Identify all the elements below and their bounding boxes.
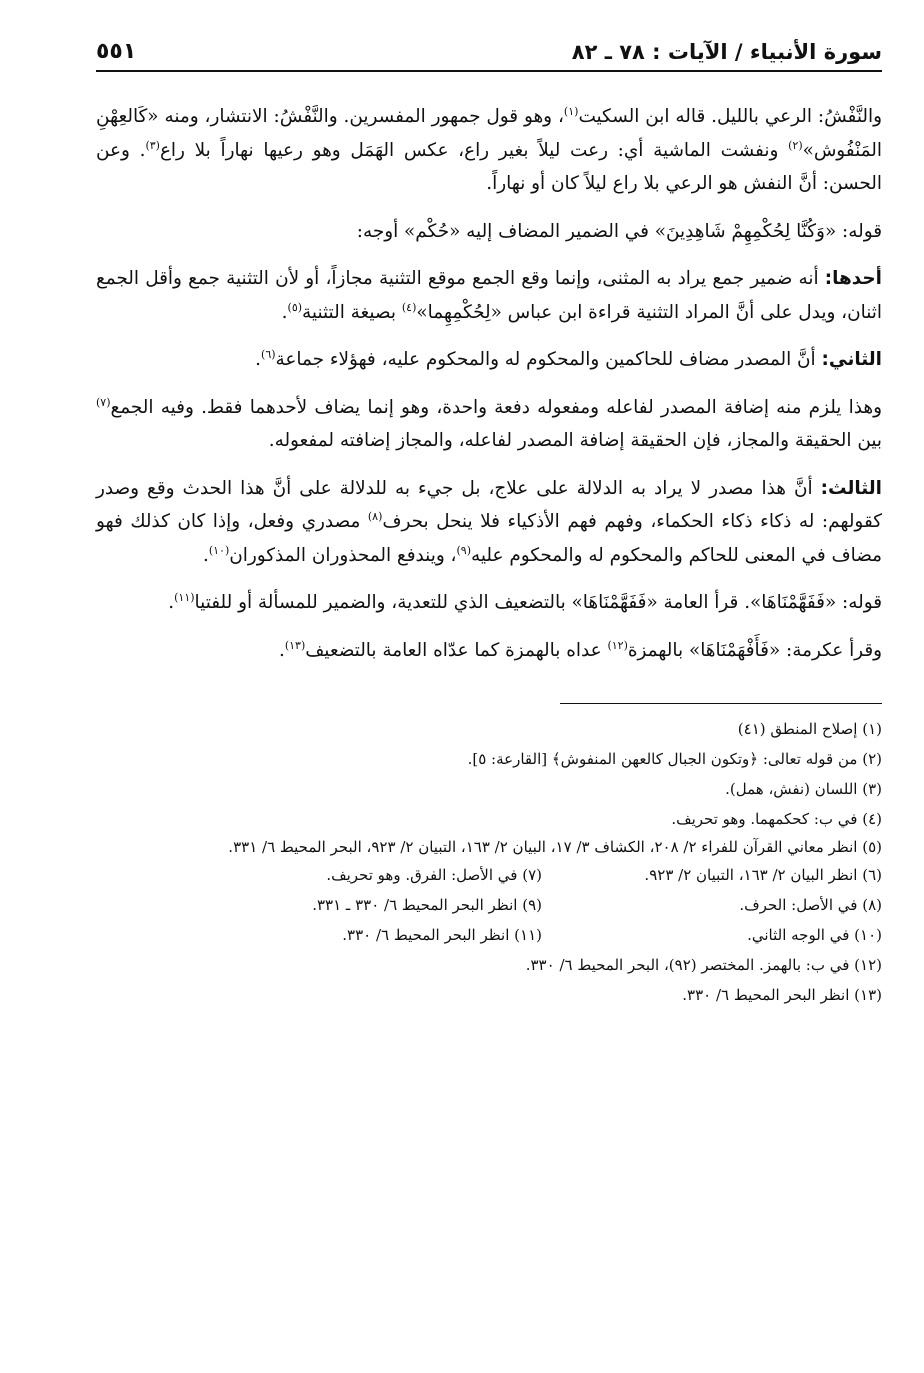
footnote-marker: (٢) — [788, 138, 803, 152]
footnote-10: (١٠) في الوجه الثاني. — [747, 926, 882, 944]
text-run: بصيغة التثنية — [302, 301, 402, 323]
text-run: قوله: «وَكُنَّا لِحُكْمِهِمْ شَاهِدِينَ» في الضمير المضاف إليه «حُكْم» أوجه: — [356, 220, 882, 242]
footnote-marker: (٩) — [456, 543, 472, 557]
footnote-1: (١) إصلاح المنطق (٤١) — [737, 720, 882, 738]
footnotes — [96, 714, 882, 1010]
text-run: وقرأ عكرمة: «فَأَفْهَمْنَاهَا» بالهمزة — [627, 639, 882, 661]
paragraph — [96, 100, 882, 201]
footnote-7: (٧) في الأصل: الفرق. وهو تحريف. — [326, 866, 542, 884]
text-run: . وعن الحسن: أنَّ النفش هو الرعي بلا راع ليلاً كان أو نهاراً. — [96, 139, 882, 194]
running-title: سورة الأنبياء / الآيات : ٧٨ ـ ٨٢ — [571, 40, 882, 64]
footnote-11: (١١) انظر البحر المحيط ٦/ ٣٣٠. — [342, 926, 542, 944]
paragraph — [96, 391, 882, 458]
text-run: . — [255, 349, 262, 370]
paragraph — [96, 215, 882, 249]
paragraph-lead: الثالث: — [820, 477, 882, 499]
footnote-5: (٥) انظر معاني القرآن للفراء ٢/ ٢٠٨، الكشاف ٣/ ١٧، البيان ٢/ ١٦٣، التبيان ٢/ ٩٢٣، البحر المحيط ٦/ ٣٣١. — [228, 838, 882, 856]
text-run: . — [278, 639, 285, 661]
footnote-marker: (٣) — [145, 138, 160, 152]
text-run: أنَّ المصدر مضاف للحاكمين والمحكوم له والمحكوم عليه، فهؤلاء جماعة — [275, 349, 822, 370]
paragraph — [96, 634, 882, 668]
footnote-3: (٣) اللسان (نفش، همل). — [725, 780, 882, 798]
paragraph-lead: الثاني: — [821, 349, 882, 370]
footnote-marker: (١٣) — [284, 638, 306, 652]
paragraph-lead: أحدها: — [824, 268, 882, 289]
text-run: أنه ضمير جمع يراد به المثنى، وإنما وقع الجمع موقع التثنية مجازاً، أو لأن التثنية جمع وأقل الجمع اثنان، ويدل على أنَّ المراد التثنية قراءة ابن عباس «لِحُكْمِهِما» — [96, 268, 882, 323]
footnote-marker: (٨) — [367, 509, 383, 523]
paragraph — [96, 472, 882, 573]
text-run: أنَّ هذا مصدر لا يراد به الدلالة على علاج، بل جيء به للدلالة على أنَّ هذا الحدث وقع وصدر كقولهم: له ذكاء ذكاء الحكماء، وفهم فهم الأذكياء فلا ينحل بحرف — [96, 477, 882, 532]
page-header — [96, 28, 882, 72]
footnote-marker: (١٠) — [208, 543, 230, 557]
footnote-13: (١٣) انظر البحر المحيط ٦/ ٣٣٠. — [682, 986, 882, 1004]
footnote-4: (٤) في ب: كحكمهما. وهو تحريف. — [671, 810, 882, 828]
text-run: ، وهو قول جمهور المفسرين. والنَّفْشُ: الانتشار، ومنه «كَالعِهْنِ المَنْفُوش» — [96, 106, 883, 161]
footnote-marker: (٤) — [401, 300, 417, 314]
footnote-12: (١٢) في ب: بالهمز. المختصر (٩٢)، البحر المحيط ٦/ ٣٣٠. — [525, 956, 882, 974]
text-run: . — [168, 592, 175, 613]
footnote-marker: (١) — [563, 104, 579, 118]
page-number: ٥٥١ — [96, 39, 137, 64]
text-run: . — [281, 301, 288, 323]
footnote-9: (٩) انظر البحر المحيط ٦/ ٣٣٠ ـ ٣٣١. — [312, 896, 542, 914]
footnote-6: (٦) انظر البيان ٢/ ١٦٣، التبيان ٢/ ٩٢٣. — [644, 866, 882, 884]
footnote-marker: (٧) — [96, 395, 111, 409]
text-run: ، ويندفع المحذوران المذكوران — [229, 544, 457, 566]
footnote-marker: (٦) — [261, 347, 276, 361]
text-run: وهذا يلزم منه إضافة المصدر لفاعله ومفعوله دفعة واحدة، وهو إنما يضاف لأحدهما فقط. وفيه الجمع — [110, 396, 882, 418]
text-run: قوله: «فَفَهَّمْنَاهَا». قرأ العامة «فَفَهَّمْنَاهَا» بالتضعيف الذي للتعدية، والضمير للمسألة أو للفتيا — [194, 592, 882, 613]
paragraph — [96, 343, 882, 377]
text-run: . — [202, 544, 209, 566]
text-run: مصدري وفعل، وإذا كان كذلك فهو مضاف في المعنى للحاكم والمحكوم له والمحكوم عليه — [96, 511, 882, 566]
paragraph — [96, 262, 882, 329]
footnote-marker: (٥) — [287, 300, 303, 314]
paragraph — [96, 586, 882, 620]
footnote-separator — [560, 703, 882, 704]
footnote-2: (٢) من قوله تعالى: ﴿وتكون الجبال كالعهن المنفوش﴾ [القارعة: ٥]. — [467, 750, 882, 768]
text-run: ونفشت الماشية أي: رعت ليلاً بغير راع، عكس الهَمَل وهو رعيها نهاراً بلا راع — [159, 139, 789, 161]
text-run: عداه بالهمزة كما عدّاه العامة بالتضعيف — [305, 639, 608, 661]
footnote-marker: (١٢) — [607, 638, 628, 652]
footnote-marker: (١١) — [174, 590, 195, 604]
footnote-grid — [96, 860, 882, 950]
text-run: بين الحقيقة والمجاز، فإن الحقيقة إضافة المصدر لفاعله، والمجاز إضافته لمفعوله. — [268, 430, 882, 451]
footnote-8: (٨) في الأصل: الحرف. — [739, 896, 882, 914]
main-text — [96, 100, 882, 667]
text-run: والنَّفْشُ: الرعي بالليل. قاله ابن السكيت — [578, 106, 882, 127]
book-page — [96, 28, 882, 1358]
